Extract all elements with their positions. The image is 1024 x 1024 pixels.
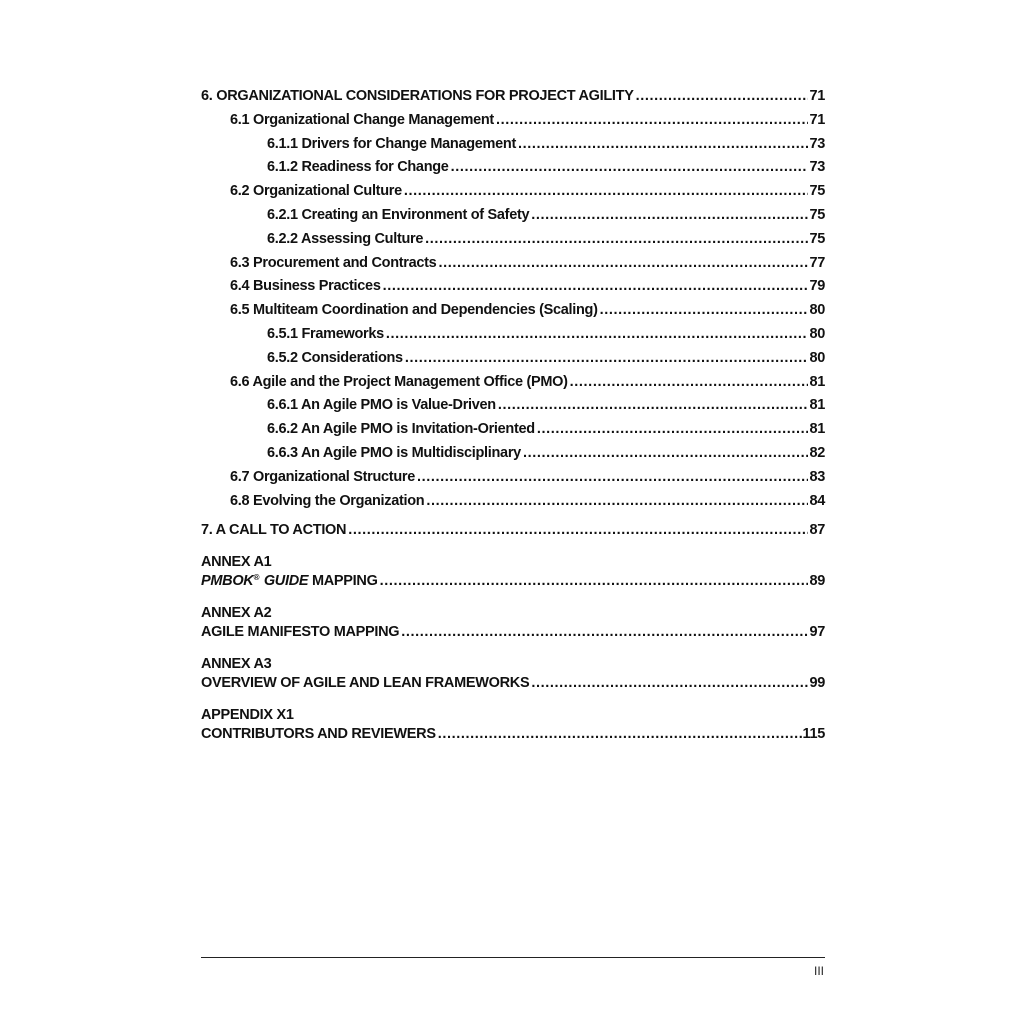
toc-entry-page: 81 [809, 397, 825, 414]
dot-leader [498, 397, 809, 413]
toc-entry-title: 6.1.2 Readiness for Change [267, 159, 449, 176]
toc-entry-section[interactable] [201, 421, 825, 445]
toc-entry-section[interactable] [201, 112, 825, 136]
toc-entry-title: 6. ORGANIZATIONAL CONSIDERATIONS FOR PROJECT AGILITY [201, 88, 634, 104]
toc-entry-section[interactable] [201, 207, 825, 231]
toc-entry-section[interactable] [201, 469, 825, 493]
toc-entry-page: 80 [809, 349, 825, 366]
dot-leader [523, 445, 809, 461]
toc-entry-page: 97 [809, 623, 825, 640]
toc-entry-page: 82 [809, 444, 825, 461]
toc-entry-section[interactable] [201, 302, 825, 326]
toc-entry-title: 6.8 Evolving the Organization [230, 492, 425, 509]
dot-leader [401, 624, 808, 640]
annex-a2-heading: ANNEX A2 [201, 604, 272, 621]
footer-rule [201, 957, 825, 958]
dot-leader [386, 326, 809, 342]
dot-leader [380, 573, 809, 589]
toc-entry-section[interactable] [201, 374, 825, 398]
toc-entry-annex-a2[interactable] [201, 624, 825, 648]
chapter-6-sections [201, 112, 825, 517]
dot-leader [425, 231, 808, 247]
footer-page-number: III [813, 964, 824, 978]
toc-entry-title: 6.6 Agile and the Project Management Office (PMO) [230, 373, 568, 390]
toc-entry-page: 77 [809, 254, 825, 271]
dot-leader [383, 278, 809, 294]
toc-entry-page: 89 [809, 573, 825, 590]
toc-entry-section[interactable] [201, 278, 825, 302]
toc-entry-page: 71 [809, 111, 825, 128]
toc-entry-title: 6.1 Organizational Change Management [230, 111, 494, 128]
toc-entry-title: 6.2.1 Creating an Environment of Safety [267, 206, 530, 223]
toc-entry-title: 6.1.1 Drivers for Change Management [267, 135, 516, 152]
annex-a1-heading: ANNEX A1 [201, 554, 272, 571]
mapping-text: MAPPING [308, 573, 378, 590]
dot-leader [537, 421, 809, 437]
annex-a3-heading: ANNEX A3 [201, 655, 272, 672]
toc-entry-page: 71 [809, 88, 825, 104]
toc-entry-page: 115 [802, 725, 825, 742]
dot-leader [404, 183, 809, 199]
toc-entry-page: 80 [809, 325, 825, 342]
toc-entry-annex-a1[interactable] [201, 573, 825, 597]
toc-entry-page: 79 [809, 278, 825, 295]
dot-leader [405, 350, 809, 366]
toc-entry-title: 6.7 Organizational Structure [230, 468, 415, 485]
toc-entry-title: 6.2.2 Assessing Culture [267, 230, 424, 247]
toc-entry-page: 81 [809, 421, 825, 438]
toc-entry-title [201, 573, 378, 589]
toc-entry-page: 75 [809, 183, 825, 200]
appendix-x1-heading: APPENDIX X1 [201, 706, 294, 723]
dot-leader [531, 207, 808, 223]
toc-entry-page: 75 [809, 206, 825, 223]
pmbok-italic: PMBOK [201, 573, 254, 590]
toc-entry-title: CONTRIBUTORS AND REVIEWERS [201, 725, 436, 742]
toc-entry-title: 6.3 Procurement and Contracts [230, 254, 437, 271]
toc-entry-section[interactable] [201, 231, 825, 255]
toc-entry-section[interactable] [201, 159, 825, 183]
registered-mark: ® [253, 573, 260, 583]
toc-entry-section[interactable] [201, 350, 825, 374]
toc-entry-page: 87 [809, 522, 825, 539]
toc-entry-page: 83 [809, 468, 825, 485]
dot-leader [451, 159, 809, 175]
toc-entry-title: 6.5.1 Frameworks [267, 325, 384, 342]
toc-entry-page: 75 [809, 230, 825, 247]
dot-leader [518, 136, 808, 152]
toc-entry-title: AGILE MANIFESTO MAPPING [201, 623, 400, 640]
guide-italic: GUIDE [260, 573, 309, 590]
toc-entry-chapter-7[interactable] [201, 522, 825, 546]
toc-entry-page: 73 [809, 135, 825, 152]
toc-entry-title: 6.5 Multiteam Coordination and Dependencies (Scaling) [230, 302, 598, 319]
dot-leader [426, 493, 808, 509]
toc-entry-title: 6.4 Business Practices [230, 278, 381, 295]
toc-entry-title: 6.5.2 Considerations [267, 349, 403, 366]
toc-entry-appendix-x1[interactable] [201, 726, 825, 750]
dot-leader [438, 726, 802, 742]
toc-entry-page: 99 [809, 674, 825, 691]
toc-entry-title: 6.6.2 An Agile PMO is Invitation-Oriented [267, 421, 535, 438]
toc-entry-title: 6.6.3 An Agile PMO is Multidisciplinary [267, 444, 521, 461]
toc-entry-section[interactable] [201, 136, 825, 160]
toc-entry-section[interactable] [201, 397, 825, 421]
dot-leader [496, 112, 809, 128]
toc-entry-section[interactable] [201, 493, 825, 517]
dot-leader [348, 522, 808, 538]
dot-leader [600, 302, 809, 318]
toc-entry-page: 81 [809, 373, 825, 390]
table-of-contents [201, 88, 825, 749]
toc-entry-chapter-6[interactable] [201, 88, 825, 112]
dot-leader [570, 374, 809, 390]
toc-entry-title: 7. A CALL TO ACTION [201, 522, 347, 539]
dot-leader [531, 675, 808, 691]
toc-entry-title: OVERVIEW OF AGILE AND LEAN FRAMEWORKS [201, 674, 530, 691]
toc-entry-section[interactable] [201, 445, 825, 469]
toc-entry-page: 73 [809, 159, 825, 176]
toc-entry-section[interactable] [201, 326, 825, 350]
dot-leader [438, 255, 808, 271]
toc-entry-annex-a3[interactable] [201, 675, 825, 699]
toc-entry-page: 84 [809, 492, 825, 509]
toc-entry-section[interactable] [201, 183, 825, 207]
toc-entry-section[interactable] [201, 255, 825, 279]
dot-leader [636, 88, 809, 104]
dot-leader [417, 469, 808, 485]
toc-entry-title: 6.2 Organizational Culture [230, 183, 402, 200]
toc-entry-title: 6.6.1 An Agile PMO is Value-Driven [267, 397, 496, 414]
toc-entry-page: 80 [809, 302, 825, 319]
